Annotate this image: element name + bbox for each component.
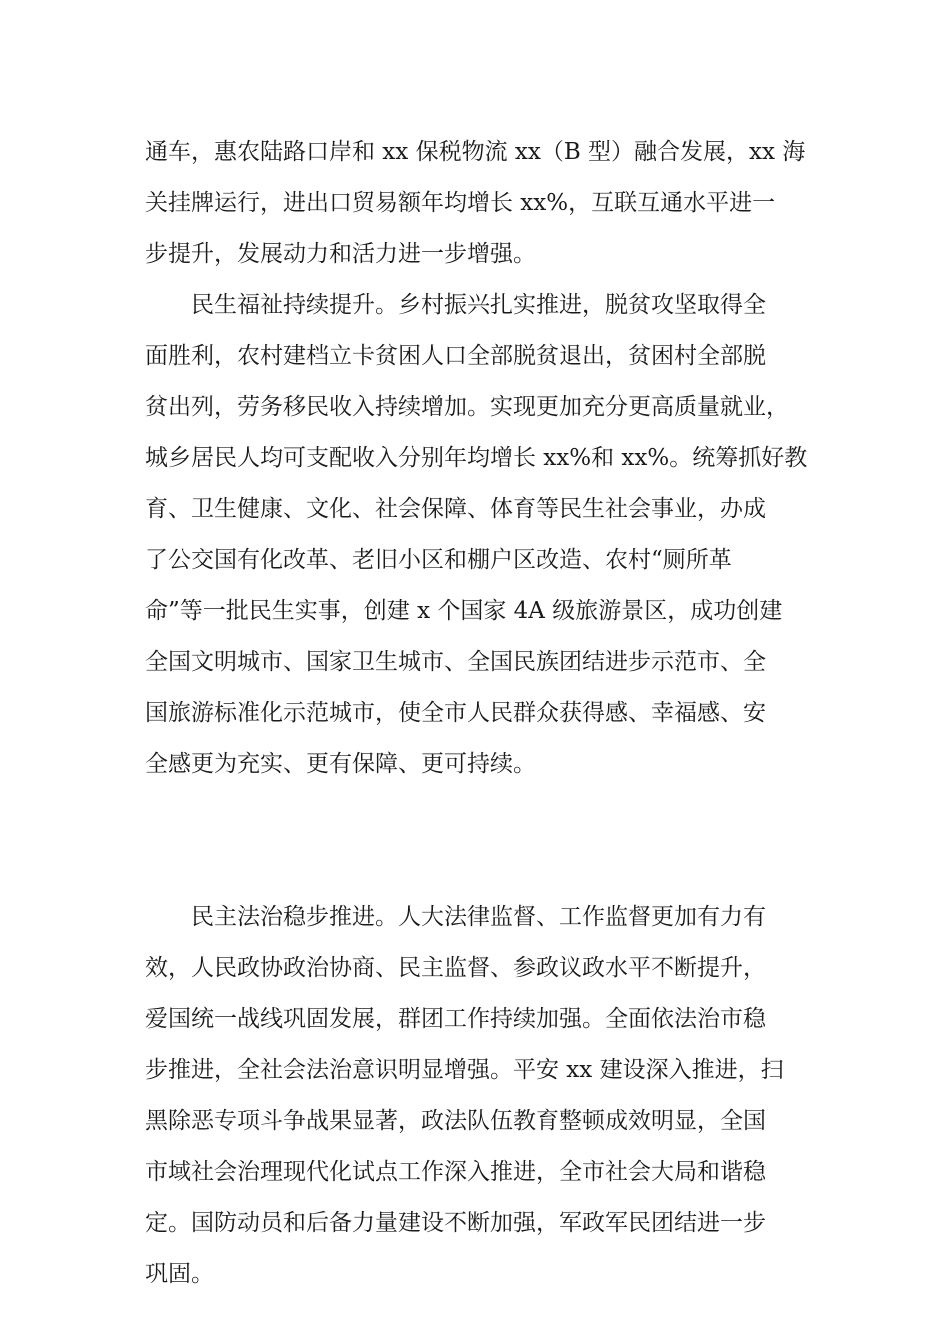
text-line: 通车，惠农陆路口岸和 xx 保税物流 xx（B 型）融合发展，xx 海 [145, 139, 806, 165]
text-line [145, 790, 805, 841]
text-line: 全国文明城市、国家卫生城市、全国民族团结进步示范市、全 [145, 649, 766, 675]
text-line: 效，人民政协政治协商、民主监督、参政议政水平不断提升， [145, 955, 766, 981]
paragraph-1 [145, 127, 805, 280]
text-line: 关挂牌运行，进出口贸易额年均增长 xx%，互联互通水平进一 [145, 190, 776, 216]
text-line: 民主法治稳步推进。人大法律监督、工作监督更加有力有 [145, 904, 766, 930]
text-line [145, 841, 805, 892]
text-line: 市域社会治理现代化试点工作深入推进，全市社会大局和谐稳 [145, 1159, 766, 1185]
text-line: 步推进，全社会法治意识明显增强。平安 xx 建设深入推进，扫 [145, 1057, 784, 1083]
text-line: 命”等一批民生实事，创建 x 个国家 4A 级旅游景区，成功创建 [145, 598, 783, 624]
text-line: 全感更为充实、更有保障、更可持续。 [145, 751, 536, 777]
text-line: 了公交国有化改革、老旧小区和棚户区改造、农村“厕所革 [145, 547, 732, 573]
document-body [145, 127, 808, 1300]
text-line: 贫出列，劳务移民收入持续增加。实现更加充分更高质量就业， [145, 394, 789, 420]
text-line: 巩固。 [145, 1261, 214, 1287]
text-line: 黑除恶专项斗争战果显著，政法队伍教育整顿成效明显，全国 [145, 1108, 766, 1134]
text-line: 育、卫生健康、文化、社会保障、体育等民生社会事业，办成 [145, 496, 766, 522]
text-line: 民生福祉持续提升。乡村振兴扎实推进，脱贫攻坚取得全 [145, 292, 766, 318]
text-line: 国旅游标准化示范城市，使全市人民群众获得感、幸福感、安 [145, 700, 766, 726]
text-line: 面胜利，农村建档立卡贫困人口全部脱贫退出，贫困村全部脱 [145, 343, 766, 369]
text-line: 定。国防动员和后备力量建设不断加强，军政军民团结进一步 [145, 1210, 766, 1236]
text-line: 爱国统一战线巩固发展，群团工作持续加强。全面依法治市稳 [145, 1006, 766, 1032]
paragraph-3 [145, 892, 805, 1300]
text-line: 城乡居民人均可支配收入分别年均增长 xx%和 xx%。统筹抓好教 [145, 445, 808, 471]
text-line: 步提升，发展动力和活力进一步增强。 [145, 241, 536, 267]
paragraph-2 [145, 280, 808, 892]
